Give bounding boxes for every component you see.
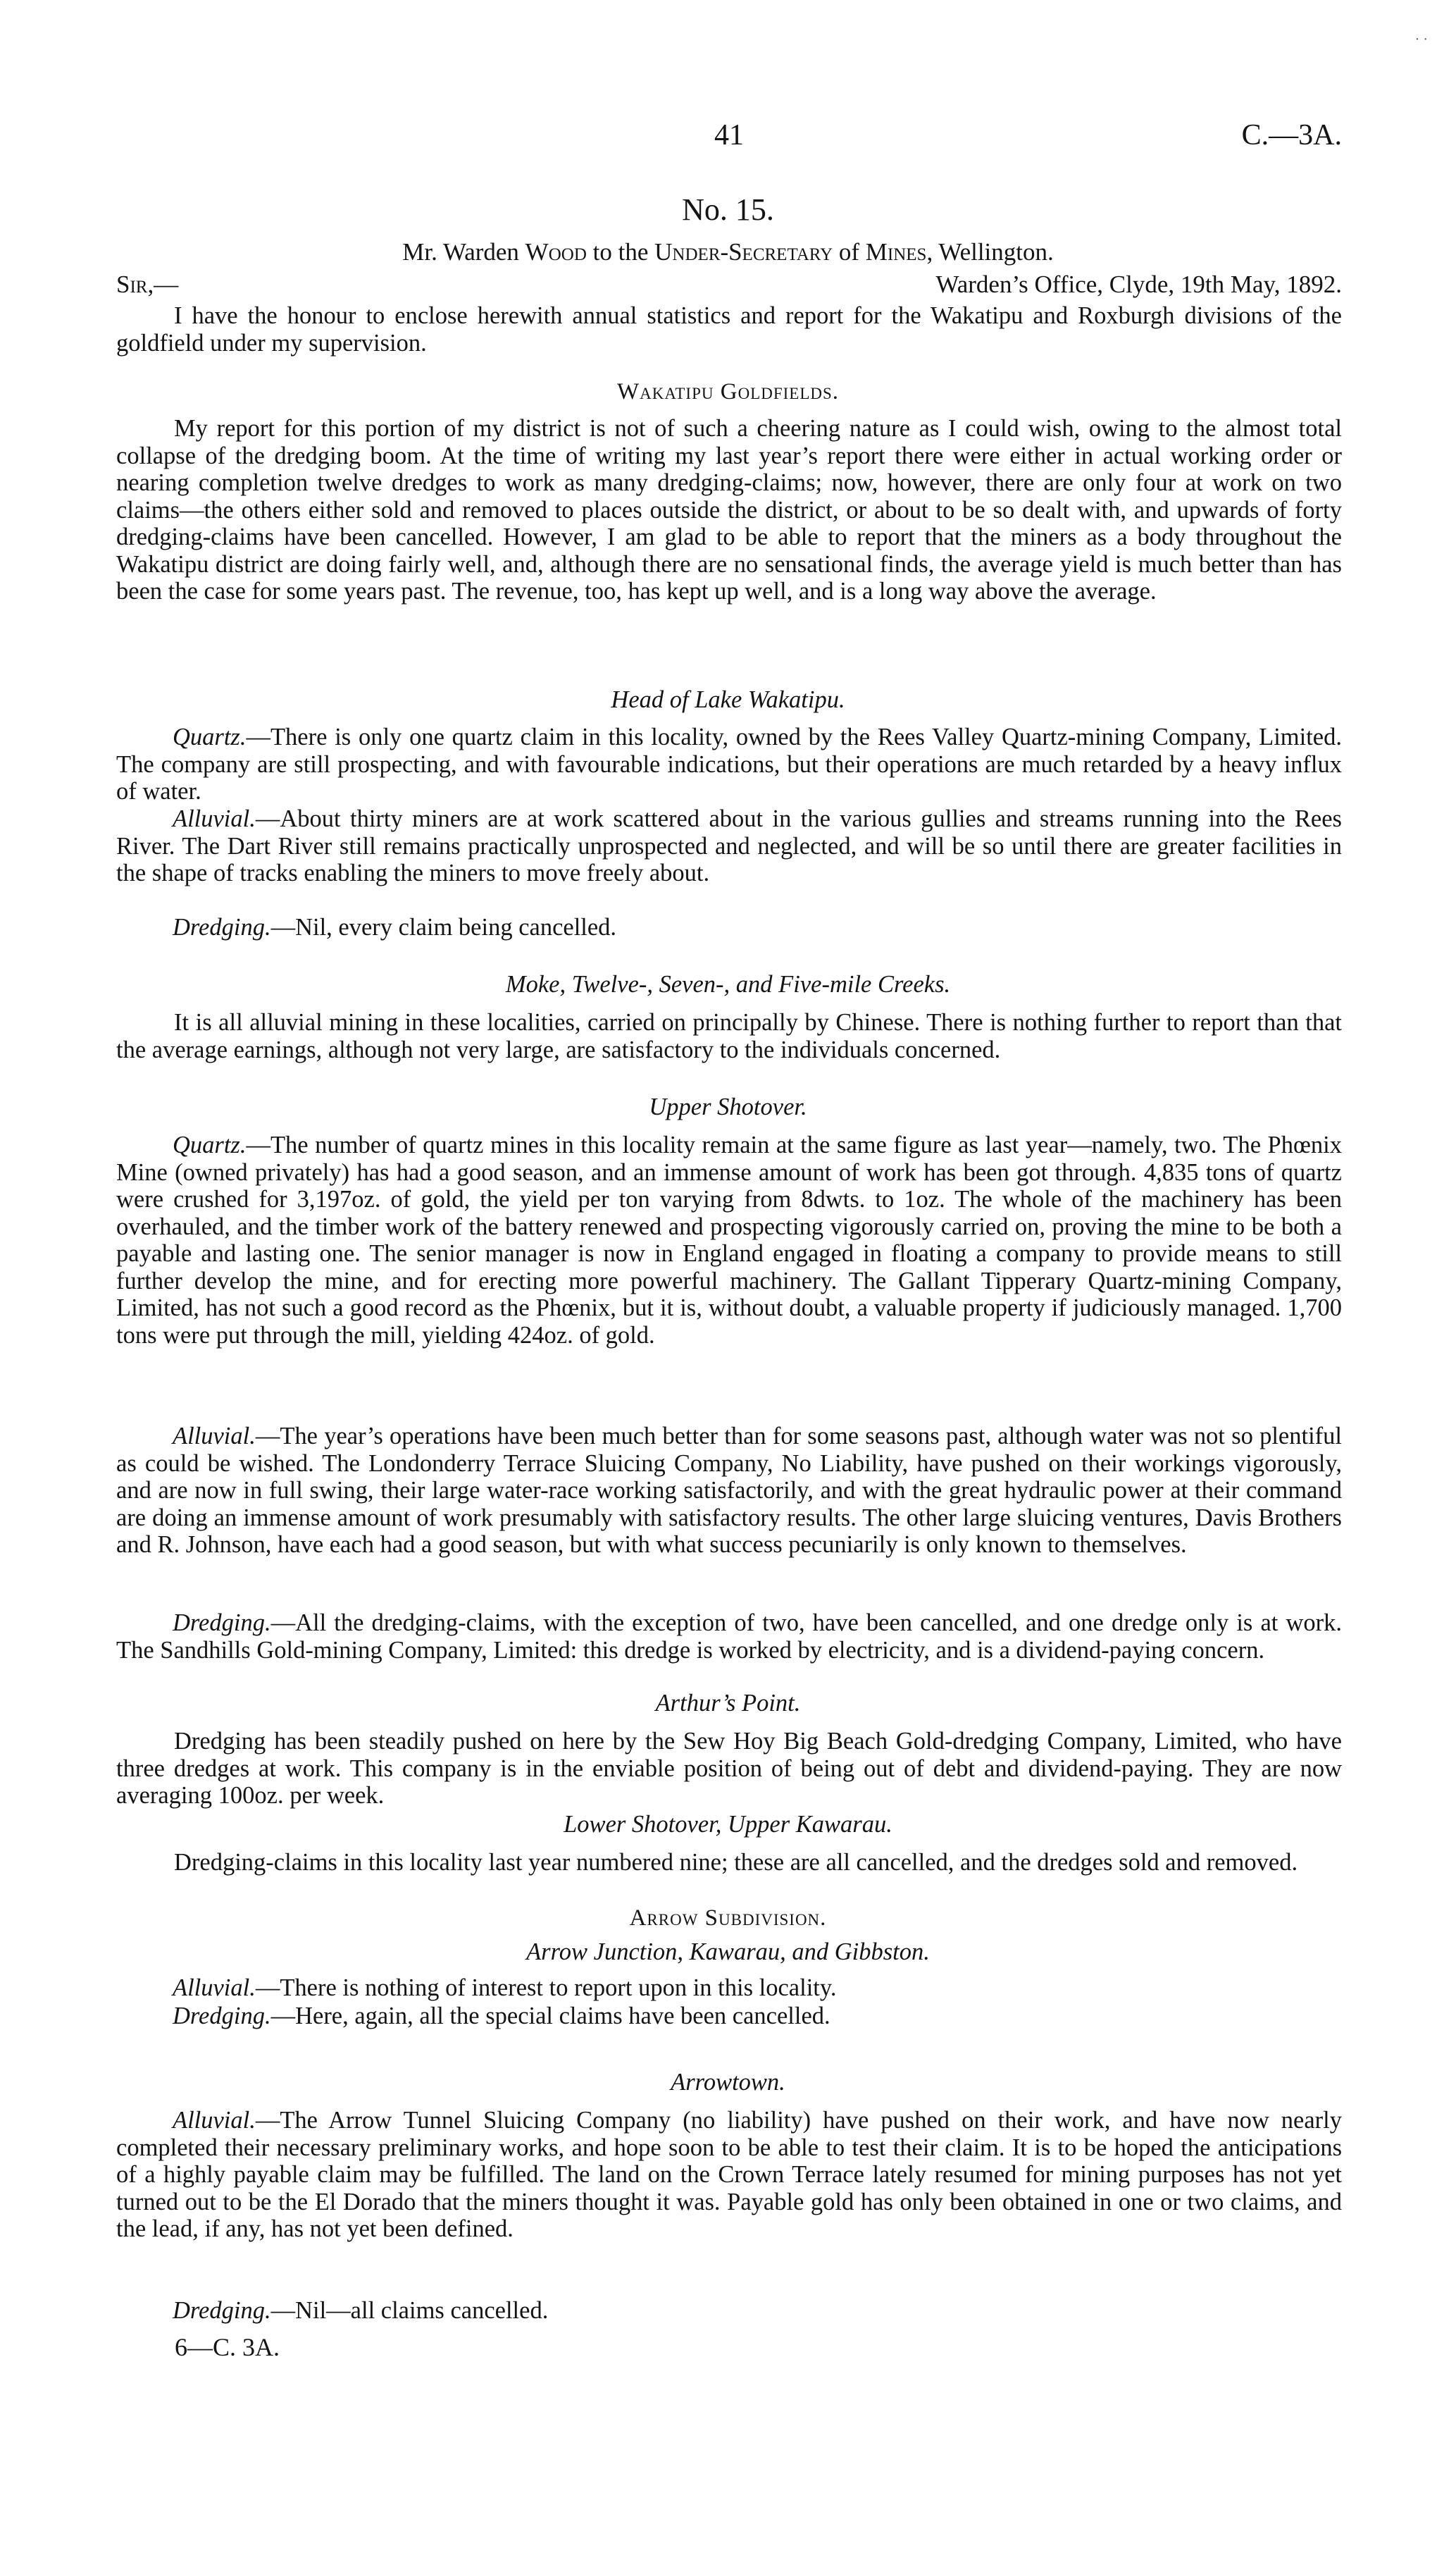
lower-shotover-paragraph: Dredging-claims in this locality last year numbered nine; these are all cancelled, and the dredges sold and removed.	[174, 1849, 1298, 1876]
heading-arrow-junction: Arrow Junction, Kawarau, and Gibbston.	[526, 1938, 930, 1965]
heading-lower-shotover: Lower Shotover, Upper Kawarau.	[564, 1811, 892, 1838]
heading-moke-creeks: Moke, Twelve-, Seven-, and Five-mile Creeks.	[505, 971, 951, 998]
upper-shotover-quartz-paragraph	[116, 1132, 1342, 1349]
heading-arrowtown: Arrowtown.	[671, 2069, 785, 2096]
alluvial-label: Alluvial.	[173, 1423, 256, 1449]
arthurs-point-paragraph: Dredging has been steadily pushed on here by the Sew Hoy Big Beach Gold-dredging Company, Limited, who have three dredges at work. This company is in the enviable position of being out of debt and dividend-paying. They are now averaging 100oz. per week.	[116, 1728, 1342, 1809]
heading-arrow-subdivision: Arrow Subdivision.	[629, 1905, 827, 1931]
footer-signature: 6—C. 3A.	[175, 2333, 280, 2361]
alluvial-text: —About thirty miners are at work scattered about in the various gullies and streams running into the Rees River. The Dart River still remains practically unprospected and neglected, and will be so until there are greater facilities in the shape of tracks enabling the miners to move freely about.	[116, 805, 1342, 886]
intro-paragraph: I have the honour to enclose herewith annual statistics and report for the Wakatipu and Roxburgh divisions of the goldfield under my supervision.	[116, 302, 1342, 357]
head-lake-dredging-paragraph	[116, 914, 1342, 941]
salutation: Sir,—	[116, 271, 179, 298]
upper-shotover-alluvial-paragraph	[116, 1423, 1342, 1559]
dredging-label: Dredging.	[173, 2297, 271, 2324]
alluvial-text: —The Arrow Tunnel Sluicing Company (no liability) have pushed on their work, and have now nearly completed their necessary preliminary works, and hope soon to be able to test their claim. It is to be hoped the anticipations of a highly payable claim may be fulfilled. The land on the Crown Terrace lately resumed for mining purposes has not yet turned out to be the El Dorado that the miners thought it was. Payable gold has only been obtained in one or two claims, and the lead, if any, has not yet been defined.	[116, 2107, 1342, 2242]
moke-paragraph: It is all alluvial mining in these localities, carried on principally by Chinese. There is nothing further to report than that the average earnings, although not very large, are satisfactory to the individuals concerned.	[116, 1009, 1342, 1063]
document-number: No. 15.	[682, 192, 774, 227]
heading-upper-shotover: Upper Shotover.	[649, 1094, 807, 1120]
dredging-text: —Nil—all claims cancelled.	[270, 2297, 549, 2324]
heading-head-of-lake: Head of Lake Wakatipu.	[611, 686, 845, 713]
arrow-dredging-paragraph	[116, 2003, 1342, 2030]
arrow-alluvial-paragraph	[116, 1974, 1342, 2002]
address-place: , Wellington.	[926, 238, 1054, 266]
quartz-text: —There is only one quartz claim in this locality, owned by the Rees Valley Quartz-mining Company, Limited. The company are still prospecting, and with favourable indications, but their operations are much retarded by a heavy influx of water.	[116, 724, 1342, 805]
alluvial-label: Alluvial.	[173, 805, 256, 832]
dredging-label: Dredging.	[173, 914, 271, 941]
dredging-label: Dredging.	[173, 2003, 271, 2029]
alluvial-label: Alluvial.	[173, 2107, 256, 2134]
arrowtown-dredging-paragraph	[116, 2297, 1342, 2325]
heading-wakatipu: Wakatipu Goldfields.	[616, 379, 840, 404]
dredging-text: —Here, again, all the special claims have been cancelled.	[270, 2003, 830, 2029]
address-name: Wood	[525, 238, 587, 266]
address-line	[0, 238, 1456, 266]
alluvial-text: —There is nothing of interest to report upon in this locality.	[255, 1974, 837, 2001]
corner-specks-decoration: · ·	[1414, 32, 1428, 47]
dredging-text: —Nil, every claim being cancelled.	[270, 914, 617, 941]
head-lake-quartz-paragraph	[116, 724, 1342, 805]
page-number: 41	[714, 119, 744, 151]
address-dept: Mines	[865, 238, 927, 266]
alluvial-label: Alluvial.	[173, 1974, 256, 2001]
dateline: Warden’s Office, Clyde, 19th May, 1892.	[935, 271, 1342, 298]
quartz-text: —The number of quartz mines in this locality remain at the same figure as last year—namely, two. The Phœnix Mine (owned privately) has had a good season, and an immense amount of work has been got through. 4,835 tons of quartz were crushed for 3,197oz. of gold, the yield per ton varying from 8dwts. to 1oz. The whole of the machinery has been overhauled, and the timber work of the battery renewed and prospecting vigorously carried on, proving the mine to be both a payable and lasting one. The senior manager is now in England engaged in floating a company to provide means to still further develop the mine, and for erecting more powerful machinery. The Gallant Tipperary Quartz-mining Company, Limited, has not such a good record as the Phœnix, but it is, without doubt, a valuable property if judiciously managed. 1,700 tons were put through the mill, yielding 424oz. of gold.	[116, 1132, 1342, 1349]
heading-arthurs-point: Arthur’s Point.	[655, 1690, 801, 1716]
document-code: C.—3A.	[1241, 119, 1342, 151]
dredging-label: Dredging.	[173, 1609, 271, 1636]
head-lake-alluvial-paragraph	[116, 805, 1342, 887]
upper-shotover-dredging-paragraph	[116, 1609, 1342, 1664]
alluvial-text: —The year’s operations have been much better than for some seasons past, although water was not so plentiful as could be wished. The Londonderry Terrace Sluicing Company, No Liability, have pushed on their workings vigorously, and are now in full swing, their large water-race working satisfactorily, and with the great hydraulic power at their command are doing an immense amount of work presumably with satisfactory results. The other large sluicing ventures, Davis Brothers and R. Johnson, have each had a good season, but with what success pecuniarily is only known to themselves.	[116, 1423, 1342, 1558]
wakatipu-paragraph: My report for this portion of my district is not of such a cheering nature as I could wish, owing to the almost total collapse of the dredging boom. At the time of writing my last year’s report there were either in actual working order or nearing completion twelve dredges to work as many dredging-claims; now, however, there are only four at work on two claims—the others either sold and removed to places outside the district, or about to be so dealt with, and upwards of forty dredging-claims have been cancelled. However, I am glad to be able to report that the miners as a body throughout the Wakatipu district are doing fairly well, and, although there are no sensational finds, the average yield is much better than has been the case for some years past. The revenue, too, has kept up well, and is a long way above the average.	[116, 415, 1342, 605]
quartz-label: Quartz.	[173, 724, 247, 750]
address-mid: to the	[586, 238, 655, 266]
address-recipient: Under-Secretary	[654, 238, 833, 266]
address-prefix: Mr. Warden	[402, 238, 525, 266]
quartz-label: Quartz.	[173, 1132, 247, 1158]
dredging-text: —All the dredging-claims, with the exception of two, have been cancelled, and one dredge only is at work. The Sandhills Gold-mining Company, Limited: this dredge is worked by electricity, and is a dividend-paying concern.	[116, 1609, 1342, 1664]
address-of: of	[833, 238, 866, 266]
arrowtown-alluvial-paragraph	[116, 2107, 1342, 2243]
